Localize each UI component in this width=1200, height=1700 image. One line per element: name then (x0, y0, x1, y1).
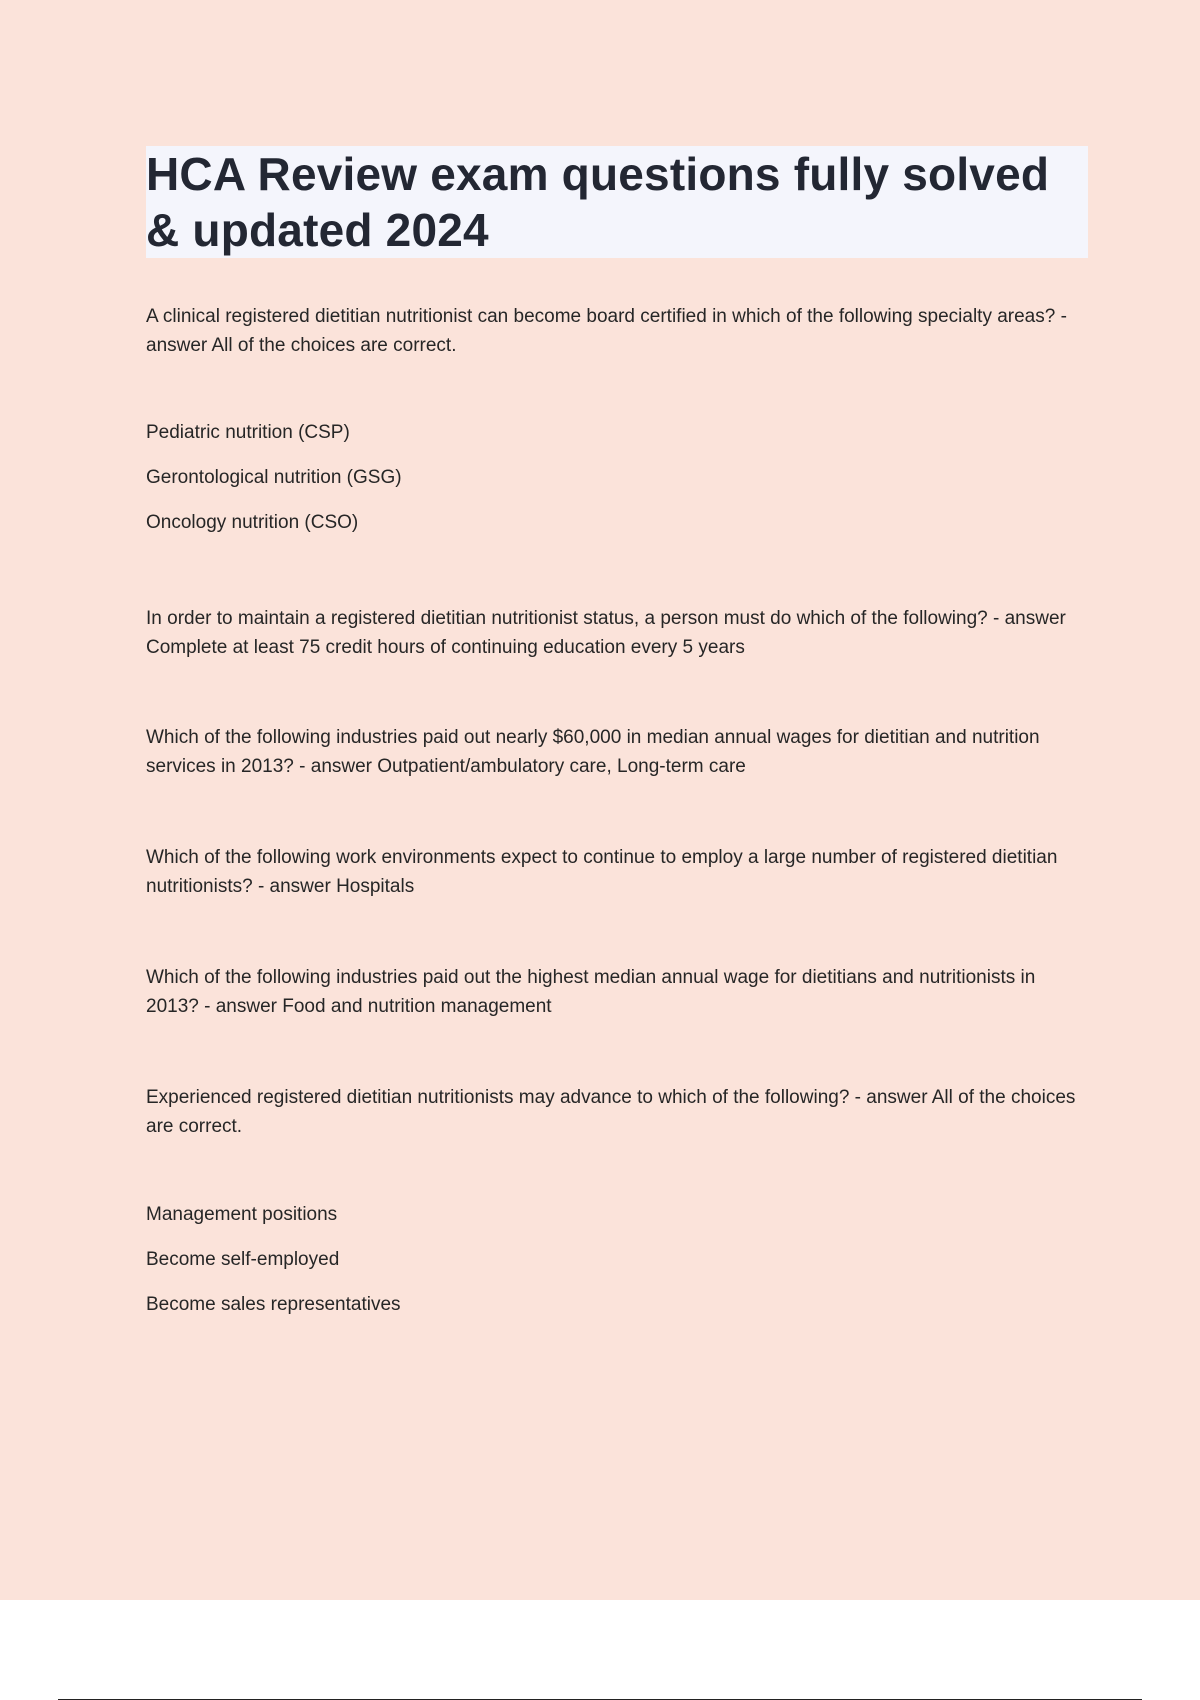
advancement-option: Become sales representatives (146, 1294, 401, 1315)
specialty-options-list (146, 418, 1086, 553)
specialty-option: Gerontological nutrition (GSG) (146, 467, 402, 488)
question-4: Which of the following work environments expect to continue to employ a large number of registered dietitian nutritionists? - answer Hospitals (146, 847, 1058, 897)
page-title: HCA Review exam questions fully solved & updated 2024 (146, 148, 1050, 256)
question-5: Which of the following industries paid out the highest median annual wage for dietitians and nutritionists in 2013? - answer Food and nutrition management (146, 967, 1036, 1017)
advancement-option: Become self-employed (146, 1249, 340, 1270)
advancement-option: Management positions (146, 1204, 338, 1225)
question-1: A clinical registered dietitian nutritionist can become board certified in which of the following specialty areas? - answer All of the choices are correct. (146, 306, 1067, 356)
specialty-option: Oncology nutrition (CSO) (146, 512, 359, 533)
advancement-options-list (146, 1200, 1086, 1335)
specialty-option: Pediatric nutrition (CSP) (146, 422, 350, 443)
question-6: Experienced registered dietitian nutritionists may advance to which of the following? - answer All of the choices are correct. (146, 1087, 1076, 1137)
question-2: In order to maintain a registered dietitian nutritionist status, a person must do which of the following? - answer Complete at least 75 credit hours of continuing education every 5 years (146, 608, 1066, 658)
question-3: Which of the following industries paid out nearly $60,000 in median annual wages for dietitian and nutrition services in 2013? - answer Outpatient/ambulatory care, Long-term care (146, 727, 1040, 777)
title-highlight (146, 146, 1088, 258)
